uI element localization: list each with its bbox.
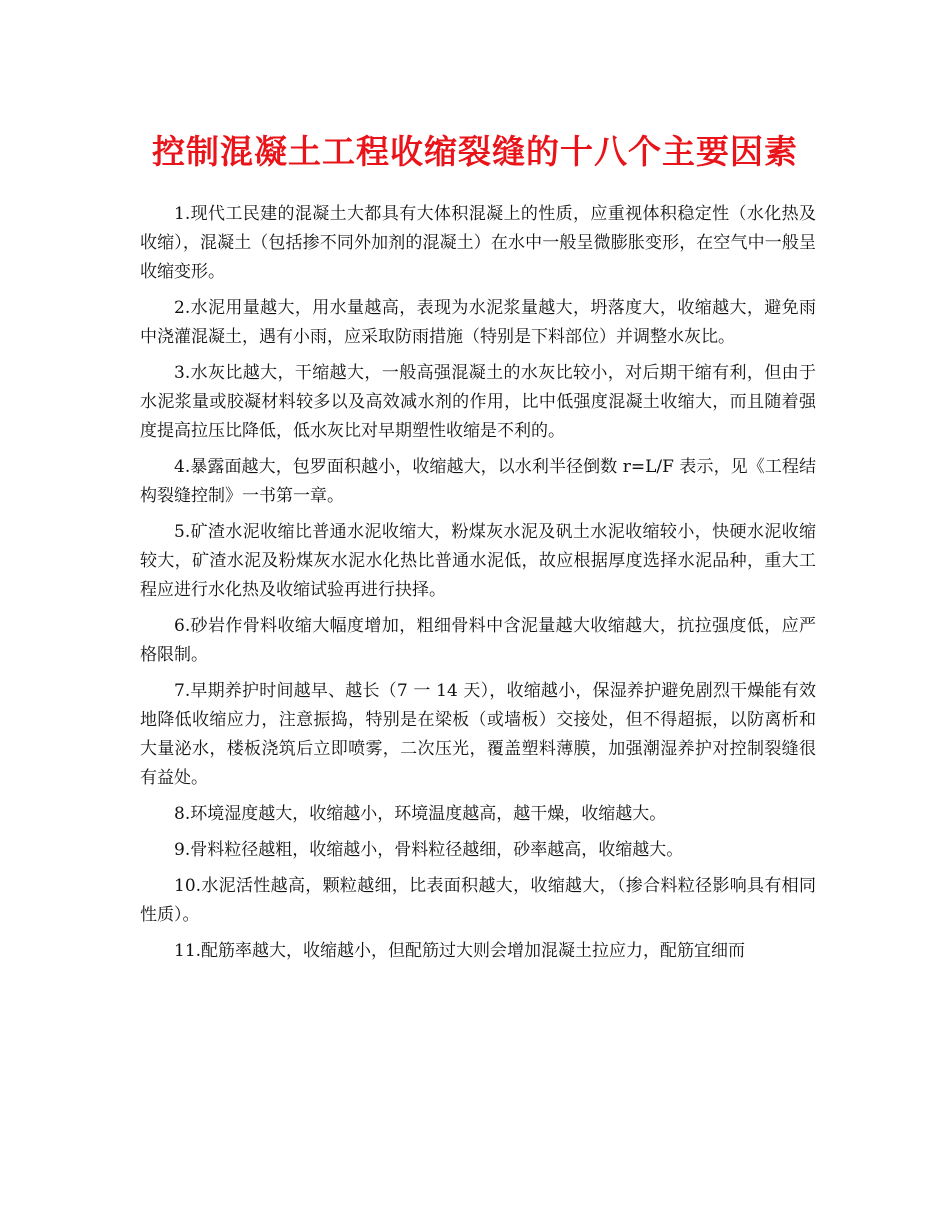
paragraph-10: 10.水泥活性越高，颗粒越细，比表面积越大，收缩越大，（掺合料粒径影响具有相同性质）。: [140, 876, 816, 925]
document-body: [140, 200, 816, 973]
paragraph-2: 2.水泥用量越大，用水量越高，表现为水泥浆量越大，坍落度大，收缩越大，避免雨中浇灌混凝土，遇有小雨，应采取防雨措施（特别是下料部位）并调整水灰比。: [140, 298, 816, 347]
paragraph-4: 4.暴露面越大，包罗面积越小，收缩越大，以水利半径倒数 r=L/F 表示，见《工程结构裂缝控制》一书第一章。: [140, 457, 816, 506]
paragraph-3: 3.水灰比越大，干缩越大，一般高强混凝土的水灰比较小，对后期干缩有利，但由于水泥浆量或胶凝材料较多以及高效减水剂的作用，比中低强度混凝土收缩大，而且随着强度提高拉压比降低，低水灰比对早期塑性收缩是不利的。: [140, 363, 816, 441]
paragraph-5: 5.矿渣水泥收缩比普通水泥收缩大，粉煤灰水泥及矾土水泥收缩较小，快硬水泥收缩较大，矿渣水泥及粉煤灰水泥水化热比普通水泥低，故应根据厚度选择水泥品种，重大工程应进行水化热及收缩试验再进行抉择。: [140, 522, 816, 600]
document-title: 控制混凝土工程收缩裂缝的十八个主要因素: [152, 132, 798, 171]
paragraph-9: 9.骨料粒径越粗，收缩越小，骨料粒径越细，砂率越高，收缩越大。: [174, 840, 684, 860]
paragraph-7: 7.早期养护时间越早、越长（7 一 14 天），收缩越小，保湿养护避免剧烈干燥能有效地降低收缩应力，注意振捣，特别是在梁板（或墙板）交接处，但不得超振，以防离析和大量泌水，楼板浇筑后立即喷雾，二次压光，覆盖塑料薄膜，加强潮湿养护对控制裂缝很有益处。: [140, 681, 816, 788]
paragraph-8: 8.环境湿度越大，收缩越小，环境温度越高，越干燥，收缩越大。: [174, 804, 667, 824]
paragraph-6: 6.砂岩作骨料收缩大幅度增加，粗细骨料中含泥量越大收缩越大，抗拉强度低，应严格限制。: [140, 616, 816, 665]
paragraph-1: 1.现代工民建的混凝土大都具有大体积混凝上的性质，应重视体积稳定性（水化热及收缩），混凝土（包括掺不同外加剂的混凝土）在水中一般呈微膨胀变形，在空气中一般呈收缩变形。: [140, 204, 816, 282]
paragraph-11: 11.配筋率越大，收缩越小，但配筋过大则会增加混凝土拉应力，配筋宜细而: [174, 941, 746, 961]
